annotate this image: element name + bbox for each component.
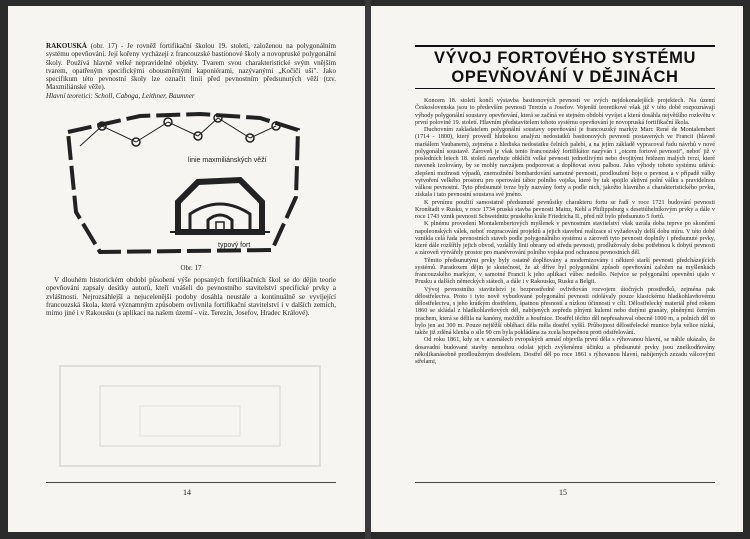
right-page — [371, 6, 743, 532]
typical-fort-drawing — [170, 180, 270, 232]
body-paragraph: K prvnímu použití samostatně předsunuté pevnůstky charakteru fortu se řadí v roce 1721 budování pevnosti Kronštadt v Rusku, v roce 1734 pruská stavba pevnosti Mainz, Kehl a Philippsburg s desetiúhelníkovým prvky a dále v roce 1743 vznik pevnosti Schweidnitz pruského krále Friedricha II., před níž bylo předsunuto 5 fortů. — [415, 199, 715, 220]
body-paragraph: Od roku 1861, kdy se v arzenálech evropských armád objevila první děla s rýhovanou hlavní, se náhle ukázalo, že dosavadní budované stavby nemohou odolat jejich zvýšenému účinku a předsunuté prvky jsou zneškodňovány několikanásobně prodlouženým dostřelem. Dostřel děl po roce 1861 s rýhovanou hlavní, nabíjených zezadu válcovými střelami, — [415, 337, 715, 365]
title-rule-bottom — [415, 88, 715, 90]
intro-paragraph — [46, 42, 336, 92]
figure-label-fort: typový fort — [218, 242, 251, 249]
title-line-1: VÝVOJ FORTOVÉHO SYSTÉMU — [434, 48, 696, 67]
section-heading-rakouska: RAKOUSKÁ — [46, 42, 87, 50]
figure-label-line: linie maxmiliánských věží — [188, 157, 267, 164]
left-page — [8, 6, 365, 532]
body-paragraph: K plnému provedení Montalembertových myšlenek v pevnostním stavitelství však uzrála doba teprve po skončení napoleonských válek, neboť rozpracování projektů a jejich stavební realizace si vyžadovaly delší dobu míru. V této době vznikla celá řada pevnostních staveb podle polygonálního systému a zároveň tyto pevnosti doplnily i předsunuté prvky, které dále rozšířily jejich obvod, vzdálily linii obrany od středu pevnosti, prodlužovaly dobu potřebnou k dobytí pevnosti a zároveň vytvářely prostor pro manévrování polního vojska pod ochranou pevnostních děl. — [415, 221, 715, 257]
left-intro — [46, 42, 336, 100]
body-paragraph: Duchovním zakladatelem polygonální soustavy opevňování je francouzský markýz Marc René de Montalembert (1714 - 1800), který provedl hlubokou analýzu nedostatků bastionových pevností postavených ve Francii (hlavně maršálem Vaubanem), zejména z hlediska nedostatku čelních palebí, a na jejím základě vypracoval řadu návrhů v nové polygonální soustavě. Zároveň je však tento francouzský fortifikátor nazýván i „otcem fortové pevnosti", neboť již v posledních letech 18. století navrhuje obklíčit velké pevnosti jednotlivými nebo dvojitými řetězem malých tvrzí, které navenek izolovány, by se mohly navzájem podporovat a doplňovat svou palbou. Jako výhody tohoto systému udává: zlepšení možnosti výpadů, znemožnění bombardování samotné pevnosti, prodloužení boje o pevnost a v případě války vytvoření velkého prostoru pro operování tábor polního vojska, které by tak spojilo aktivní polní válku s pravidelnou válkou pevnostní. Tyto předsunuté tvrze byly nazvány forty a podle nich, jakožto hlavního a charakteristického prvku, získala i tato pevnostní soustava své jméno. — [415, 127, 715, 199]
left-page-number: 14 — [183, 488, 191, 497]
theorists-line: Hlavní teoretici: Scholl, Caboga, Leithner, Baumner — [46, 91, 195, 100]
figure-caption: Obr. 17 — [180, 264, 202, 272]
body-paragraph: Koncem 18. století končí výstavba bastionových pevností ve svých nejdokonalejších projektech. Na území Československa jsou to především pevnosti Terezín a Josefov. Vojenští teoretikové však již v této době rozpoznávají výhody polygonální soustavy opevňování, která se začíná ve stejném období vyvíjet a která dosáhla největšího rozkvětu v první polovině 19. století. Hlavním představitelem tohoto systému opevňování je novopruská fortifikační škola. — [415, 98, 715, 126]
right-footer-rule — [415, 482, 715, 483]
body-paragraph: Vývoj pevnostního stavitelství je bezprostředně ovlivňován rozvojem útočných prostředků, zejména pak dělostřelectva. Proto i tyto nově vybudované polygonální pevnosti odolávaly pouze klasickému hladkohlavňovému dělostřelectvu, s jeho krátkým dostřelem, špatnou přesností a nízkou účinností v cíli. Dělostřelecký materiál před rokem 1860 se skládal z hladkohlavňových děl, nabíjených zepředu plnými kulemi nebo dutými granáty, plněnými černým prachem, která se dělila na kanóny, moždíře a houfnice. Dostřel těchto děl nepřesahoval obecně 1000 m, a polních děl to bylo jen asi 300 m. Pouze nejtěžší obléhací děla měla dostřel vyšší. Průbojnost dělostřelecké munice byla velice nízká, takže již zděná klenba o síle 90 cm byla pokládána za zcela bezpečnou proti odstřelování. — [415, 286, 715, 336]
left-footer-rule — [46, 482, 336, 483]
body-paragraph: Těmito předsunutými prvky byly ostatně doplňovány a modernizovány i některé starší pevnosti předcházejících systémů. Paradoxem dějin je skutečnost, že až dříve byl polygonální způsob opevňování založen na myšlenkách francouzského markýze, v samotné Francii k jeho aplikaci vůbec nedošlo. Nejvíce se polygonální opevnění ujalo v Prusku a dalších německých státech, a dále i v Rakousku, Rusku a Belgii. — [415, 257, 715, 286]
chapter-title — [415, 44, 715, 91]
right-body — [415, 98, 715, 366]
bleed-through-figure — [40, 346, 340, 486]
left-paragraph-block — [46, 276, 336, 317]
intro-text: (obr. 17) - Je rovněž fortifikační školou 19. století, založenou na polygonálním systému opevňování. Její kořeny vycházejí z francouzské bastionové školy a novopruské polygonální školy. Používá hlavně velké nepravidelné objekty. Tvarem svou charakteristické svým vnějším tvarem, opatřeným specifickými obousměrnými kaponiérami, nazývanými „Kočičí uši". Jako specifikum této pevnostní školy lze označit linii před pevnostním předsunutých věží (tzv. Maxmiliánské věže). — [46, 42, 336, 92]
title-line-2: OPEVŇOVÁNÍ V DĚJINÁCH — [451, 67, 679, 86]
left-paragraph: V dlouhém historickém období působení výše popsaných fortifikačních škol se do dějin teorie opevňování zapsaly desítky autorů, kteří vnášeli do pevnostního stavitelství specifické prvky a zvláštnosti. Nejrozsáhlejší a nejucelenější podoby dosáhla neustále a kontinuálně se vyvíjející francouzská škola, která významným způsobem ovlivnila fortifikační stavitelství i v dalších zemích, mimo jiné i v Rakousku (s aplikací na našem území - viz. Terezín, Josefov, Hradec Králové). — [46, 276, 336, 318]
title-rule-top — [415, 45, 715, 47]
right-page-number: 15 — [559, 488, 567, 497]
fortification-figure — [40, 102, 340, 272]
